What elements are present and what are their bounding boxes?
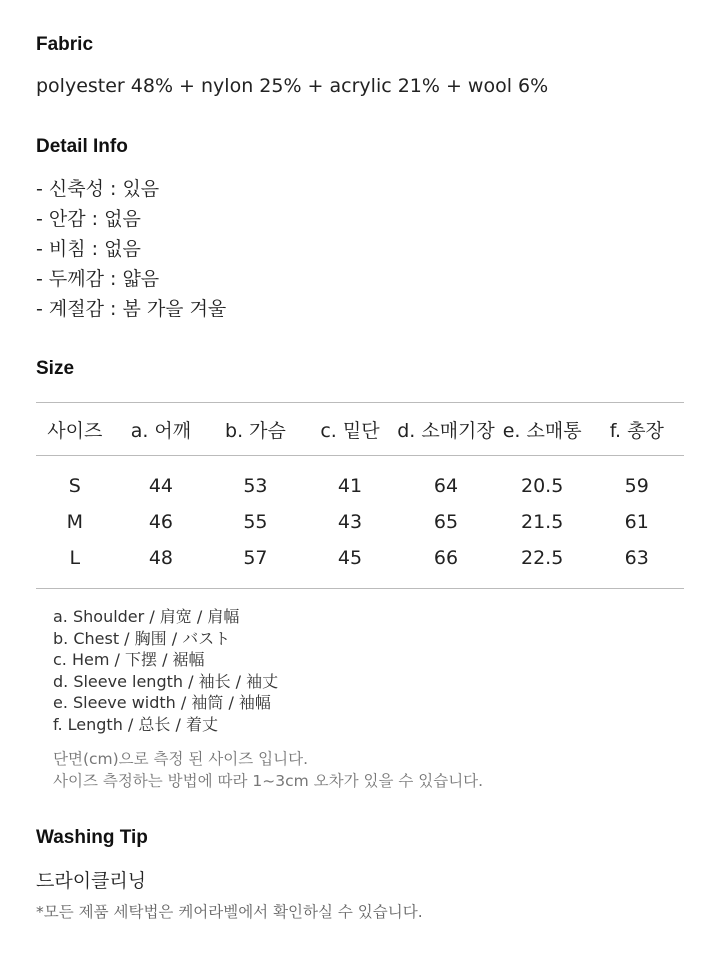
table-cell: 63 <box>590 540 684 589</box>
legend-item: b. Chest / 胸围 / バスト <box>53 628 231 648</box>
size-table <box>36 402 684 589</box>
legend-item: e. Sleeve width / 袖筒 / 袖幅 <box>53 693 271 712</box>
detail-info-title: Detail Info <box>36 136 128 157</box>
size-header-sleeve-width: e. 소매통 <box>495 403 590 456</box>
table-cell: 64 <box>433 475 459 497</box>
table-row <box>36 504 684 540</box>
fabric-composition: polyester 48% + nylon 25% + acrylic 21% + wool 6% <box>36 75 549 97</box>
detail-item-thickness: - 두께감 : 얇음 <box>36 268 160 290</box>
size-header-size: 사이즈 <box>36 403 114 456</box>
size-table-header-row <box>36 403 684 456</box>
table-cell: 44 <box>148 475 174 497</box>
table-cell: 43 <box>337 511 363 533</box>
table-cell: 46 <box>148 511 174 533</box>
size-title: Size <box>36 358 75 379</box>
table-cell: 20.5 <box>520 475 564 497</box>
detail-item-season: - 계절감 : 봄 가을 겨울 <box>36 298 227 320</box>
table-cell: M <box>66 511 84 533</box>
size-header-sleeve-length: d. 소매기장 <box>397 403 495 456</box>
table-cell: 57 <box>208 540 303 589</box>
table-cell: 55 <box>243 511 268 533</box>
table-cell: 66 <box>397 540 495 589</box>
fabric-title: Fabric <box>36 34 94 55</box>
table-row <box>36 540 684 589</box>
washing-method: 드라이클리닝 <box>36 870 147 892</box>
legend-item: d. Sleeve length / 袖长 / 袖丈 <box>53 671 279 691</box>
detail-item-stretch: - 신축성 : 있음 <box>36 178 160 200</box>
detail-item-sheerness: - 비침 : 없음 <box>36 238 141 260</box>
table-cell: S <box>68 475 81 497</box>
size-header-shoulder: a. 어깨 <box>114 403 209 456</box>
table-cell: 59 <box>624 475 649 497</box>
table-cell: 22.5 <box>495 540 590 589</box>
table-cell: L <box>36 540 114 589</box>
detail-info-list <box>36 174 226 324</box>
size-legend <box>53 606 278 735</box>
table-cell: 21.5 <box>520 511 564 533</box>
table-cell: 45 <box>303 540 398 589</box>
measurement-note-line-2: 사이즈 측정하는 방법에 따라 1~3cm 오차가 있을 수 있습니다. <box>53 772 484 790</box>
table-cell: 61 <box>624 511 649 533</box>
size-header-length: f. 총장 <box>590 403 684 456</box>
table-cell: 48 <box>114 540 209 589</box>
washing-note: *모든 제품 세탁법은 케어라벨에서 확인하실 수 있습니다. <box>36 903 423 921</box>
measurement-note-line-1: 단면(cm)으로 측정 된 사이즈 입니다. <box>53 750 308 768</box>
table-cell: 53 <box>243 475 268 497</box>
table-row <box>36 456 684 505</box>
detail-item-lining: - 안감 : 없음 <box>36 208 141 230</box>
legend-item: a. Shoulder / 肩宽 / 肩幅 <box>53 607 240 626</box>
size-header-hem: c. 밑단 <box>303 403 398 456</box>
washing-title: Washing Tip <box>36 827 148 848</box>
legend-item: c. Hem / 下摆 / 裾幅 <box>53 650 205 669</box>
table-cell: 41 <box>337 475 363 497</box>
size-header-chest: b. 가슴 <box>208 403 303 456</box>
measurement-note <box>53 748 483 792</box>
table-cell: 65 <box>433 511 459 533</box>
legend-item: f. Length / 总长 / 着丈 <box>53 714 218 734</box>
